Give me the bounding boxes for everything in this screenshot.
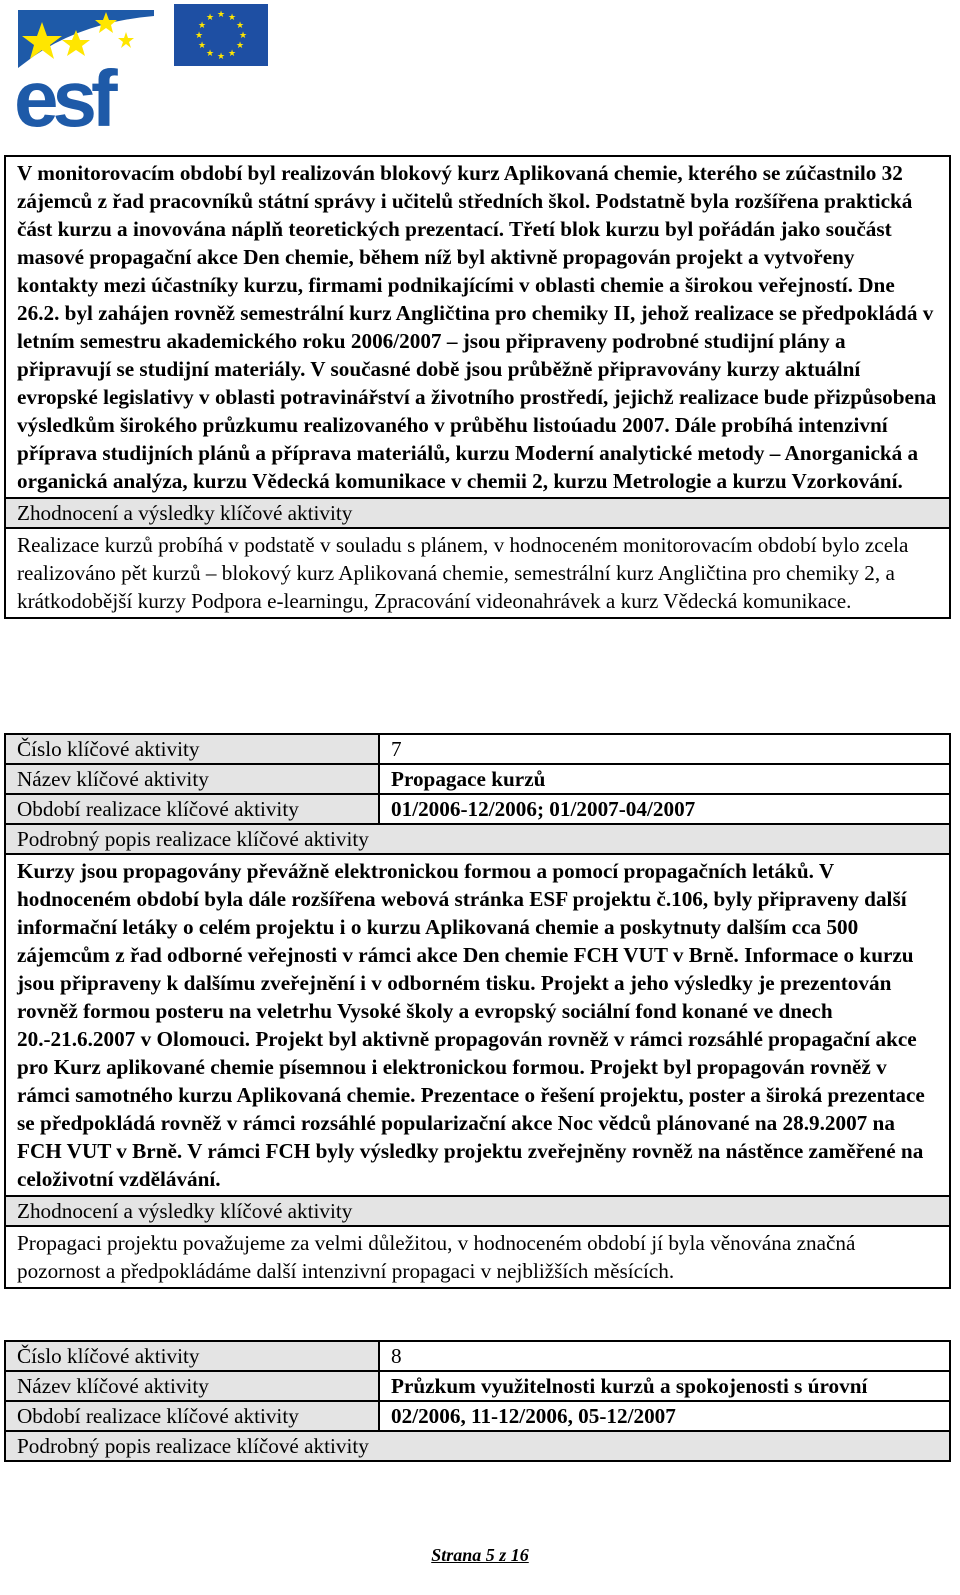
activity-name-label: Název klíčové aktivity <box>5 1371 379 1401</box>
activity-period-value: 02/2006, 11-12/2006, 05-12/2007 <box>379 1401 950 1431</box>
activity-number-value: 8 <box>379 1341 950 1371</box>
results-text: Realizace kurzů probíhá v podstatě v souladu s plánem, v hodnoceném monitorovacím období bylo zcela realizováno pět kurzů – blokový kurz Aplikovaná chemie, semestrální kurz Angličtina pro chemiky 2, a krátkodobější kurzy Podpora e-learningu, Zpracování videonahrávek a kurz Vědecká komunikace. <box>5 528 950 618</box>
activity-detail-label: Podrobný popis realizace klíčové aktivity <box>5 1431 950 1461</box>
svg-text:★: ★ <box>216 10 226 20</box>
svg-text:★: ★ <box>238 31 248 41</box>
activity-detail-text: Kurzy jsou propagovány převážně elektronickou formou a pomocí propagačních letáků. V hodnoceném období byla dále rozšířena webová stránka ESF projektu č.106, byly připraveny další informační letáky o celém projektu i o kurzu Aplikovaná chemie a poskytnuty dalším cca 500 zájemcům z řad odborné veřejnosti v rámci akce Den chemie FCH VUT v Brně. Informace o kurzu jsou připraveny k dalšímu zveřejnění i v odborném tisku. Projekt a jeho výsledky je prezentován rovněž formou posteru na veletrhu Vysoké školy a evropský sociální fond konané ve dnech 20.-21.6.2007 v Olomouci. Projekt byl aktivně propagován rovněž v rámci rozsáhlé propagační akce pro Kurz aplikované chemie písemnou i elektronickou formou. Projekt byl propagován rovněž v rámci samotného kurzu Aplikovaná chemie. Prezentace o řešení projektu, poster a široká prezentace se předpokládá rovněž v rámci rozsáhlé popularizační akce Noc vědců plánované na 28.9.2007 na FCH VUT v Brně. V rámci FCH byly výsledky projektu zveřejněny rovněž na nástěnce zaměřené na celoživotní vzdělávání. <box>5 854 950 1196</box>
svg-text:★: ★ <box>197 21 207 31</box>
svg-text:★: ★ <box>205 49 215 59</box>
svg-text:★: ★ <box>194 31 204 41</box>
svg-text:★: ★ <box>227 49 237 59</box>
esf-eu-logo <box>14 2 270 132</box>
activity-period-label: Období realizace klíčové aktivity <box>5 1401 379 1431</box>
results-text: Propagaci projektu považujeme za velmi důležitou, v hodnoceném období jí byla věnována značná pozornost a předpokládáme další intenzivní propagaci v nejbližších měsících. <box>5 1226 950 1288</box>
activity-number-value: 7 <box>379 734 950 764</box>
activity-period-value: 01/2006-12/2006; 01/2007-04/2007 <box>379 794 950 824</box>
svg-text:★: ★ <box>197 41 207 51</box>
svg-text:★: ★ <box>235 21 245 31</box>
activity8-table <box>4 1340 951 1462</box>
svg-text:★: ★ <box>205 13 215 23</box>
results-heading: Zhodnocení a výsledky klíčové aktivity <box>5 498 950 528</box>
activity6-table <box>4 155 951 619</box>
activity-number-label: Číslo klíčové aktivity <box>5 1341 379 1371</box>
svg-text:★: ★ <box>216 52 226 62</box>
activity-name-value: Průzkum využitelnosti kurzů a spokojenosti s úrovní <box>379 1371 950 1401</box>
esf-logo <box>14 10 154 132</box>
activity-name-label: Název klíčové aktivity <box>5 764 379 794</box>
activity-detail-label: Podrobný popis realizace klíčové aktivity <box>5 824 950 854</box>
svg-text:★: ★ <box>235 41 245 51</box>
svg-text:esf: esf <box>14 54 112 132</box>
activity-detail-text: V monitorovacím období byl realizován blokový kurz Aplikovaná chemie, kterého se zúčastnilo 32 zájemců z řad pracovníků státní správy i učitelů středních škol. Podstatně byla rozšířena praktická část kurzu a inovována náplň teoretických prezentací. Třetí blok kurzu byl pořádán jako součást masové propagační akce Den chemie, během níž byl aktivně propagován projekt a vytvořeny kontakty mezi účastníky kurzu, firmami podnikajícími v oblasti chemie a širokou veřejností. Dne 26.2. byl zahájen rovněž semestrální kurz Angličtina pro chemiky II, jehož realizace se předpokládá v letním semestru akademického roku 2006/2007 – jsou připraveny podrobné studijní plány a připravují se studijní materiály. V současné době jsou průběžně připravovány kurzy aktuální evropské legislativy v oblasti potravinářství a životního prostředí, jejichž realizace bude přizpůsobena výsledkům širokého průzkumu realizovaného v průběhu listoúadu 2007. Dále probíhá intenzivní příprava studijních plánů a příprava materiálů, kurzu Moderní analytické metody – Anorganická a organická analýza, kurzu Vědecká komunikace v chemii 2, kurzu Metrologie a kurzu Vzorkování. <box>5 156 950 498</box>
activity-name-value: Propagace kurzů <box>379 764 950 794</box>
results-heading: Zhodnocení a výsledky klíčové aktivity <box>5 1196 950 1226</box>
activity-period-label: Období realizace klíčové aktivity <box>5 794 379 824</box>
page-number: Strana 5 z 16 <box>431 1545 529 1565</box>
svg-text:★: ★ <box>227 13 237 23</box>
eu-flag <box>174 4 268 66</box>
activity-number-label: Číslo klíčové aktivity <box>5 734 379 764</box>
activity7-table <box>4 733 951 1289</box>
